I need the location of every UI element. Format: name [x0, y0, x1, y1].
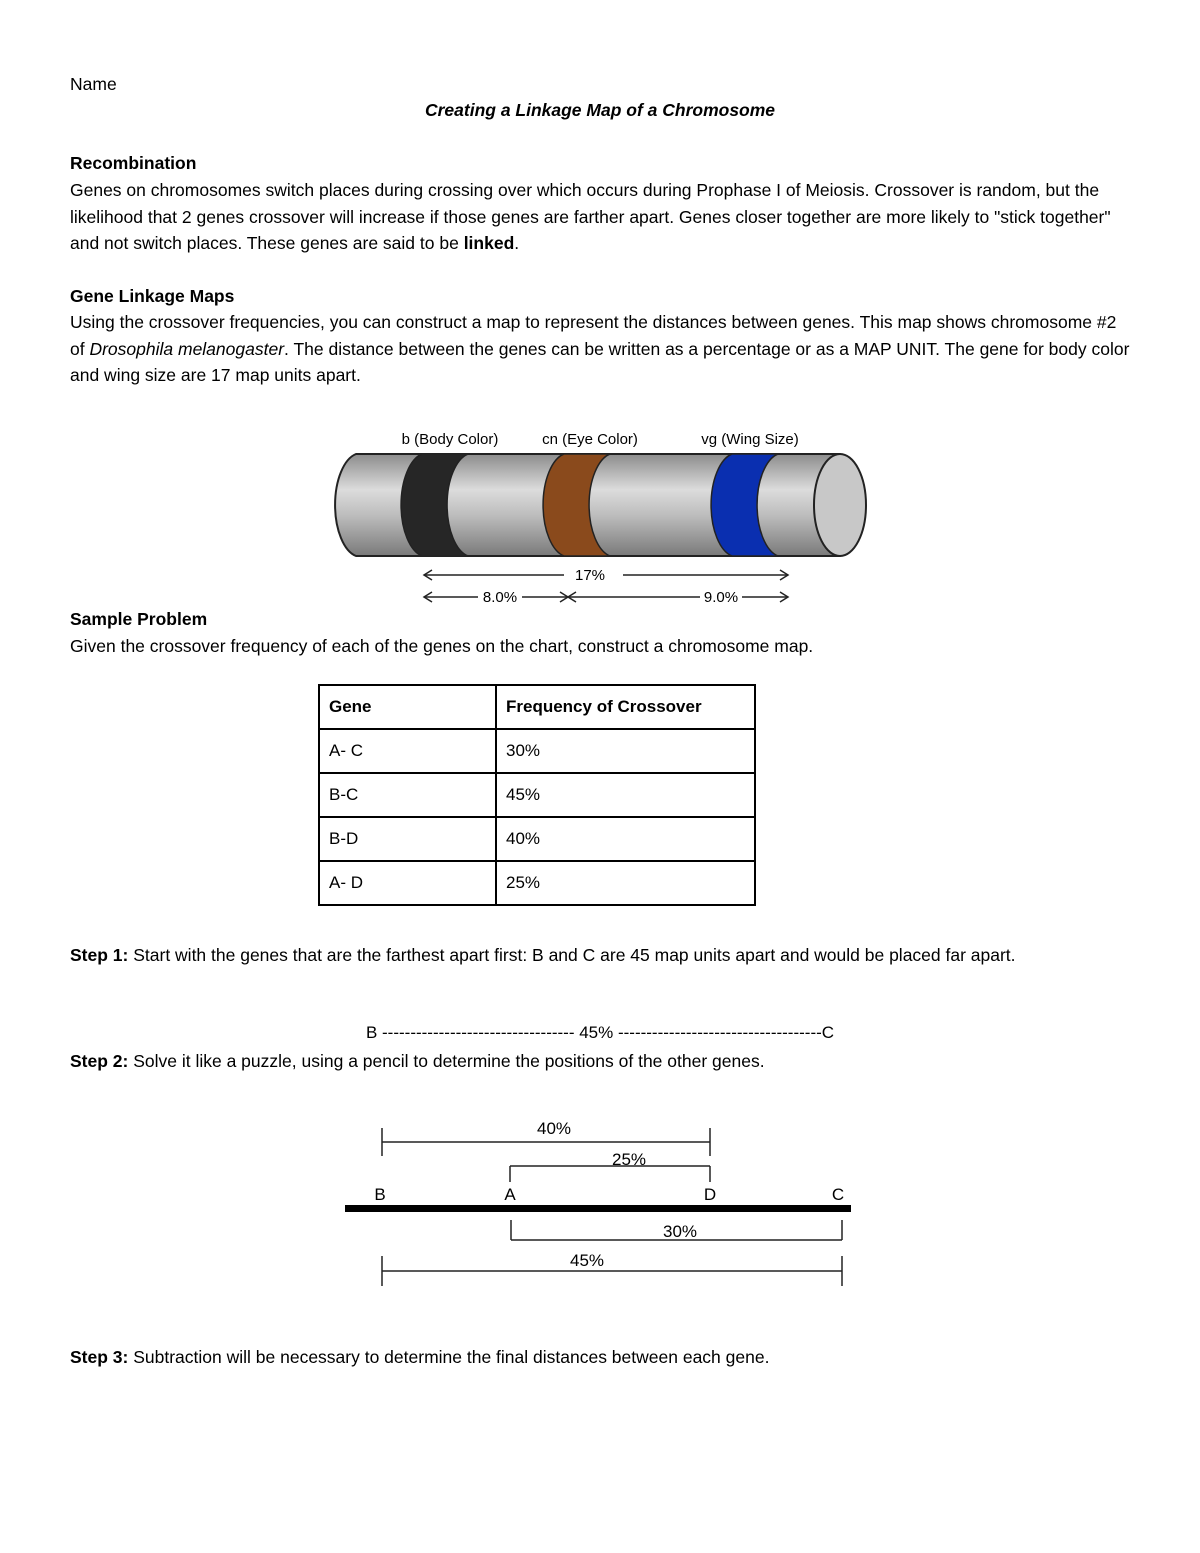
distance-17-label: 17% [574, 567, 606, 584]
table-cell-frequency: 45% [496, 773, 755, 817]
table-cell-gene: B-D [319, 817, 496, 861]
chromosome-end-cap [814, 454, 866, 556]
distance-9-label: 9.0% [703, 589, 739, 606]
table-cell-gene: A- C [319, 729, 496, 773]
linkage-maps-paragraph: Using the crossover frequencies, you can construct a map to represent the distances between genes. This map shows chromosome #2 of Drosophila melanogaster. The distance between the genes can be written as a percentage or as a MAP UNIT. The gene for body color and wing size are 17 map units apart. [70, 312, 1130, 385]
table-cell-frequency: 40% [496, 817, 755, 861]
name-label: Name [70, 74, 117, 94]
distance-8-label: 8.0% [482, 589, 518, 606]
table-row [319, 729, 755, 773]
crossover-frequency-table [318, 684, 756, 906]
bc-distance-line: B ---------------------------------- 45% ------------------------------------C [365, 1023, 835, 1042]
distance-30-label: 30% [662, 1222, 698, 1241]
table-header-gene: Gene [319, 685, 496, 729]
table-row [319, 817, 755, 861]
step-2-text: Solve it like a puzzle, using a pencil to determine the positions of the other genes. [128, 1051, 765, 1071]
gene-letter-b: B [374, 1185, 386, 1204]
table-cell-frequency: 25% [496, 861, 755, 905]
gene-label-body-color: b (Body Color) [401, 431, 499, 448]
distance-40-label: 40% [536, 1119, 572, 1138]
step-3-text: Subtraction will be necessary to determine the final distances between each gene. [128, 1347, 770, 1367]
page-title: Creating a Linkage Map of a Chromosome [424, 100, 776, 120]
table-cell-frequency: 30% [496, 729, 755, 773]
gene-label-eye-color: cn (Eye Color) [542, 431, 638, 448]
step-2-label: Step 2: [70, 1051, 129, 1071]
distance-25-label: 25% [611, 1150, 647, 1169]
chromosome-figure [320, 422, 880, 612]
table-cell-gene: A- D [319, 861, 496, 905]
table-header-frequency: Frequency of Crossover [496, 685, 755, 729]
linkage-maps-heading: Gene Linkage Maps [70, 286, 235, 306]
step-3 [70, 1344, 1130, 1371]
table-header-row [319, 685, 755, 729]
gene-map-figure [340, 1110, 860, 1290]
recombination-heading: Recombination [70, 153, 197, 173]
species-name: Drosophila melanogaster [89, 338, 285, 359]
table-cell-gene: B-C [319, 773, 496, 817]
step-1 [70, 942, 1130, 969]
step-2 [70, 1048, 1130, 1075]
table-row [319, 861, 755, 905]
step-3-label: Step 3: [70, 1347, 129, 1367]
step-1-label: Step 1: [70, 945, 129, 965]
sample-problem-heading: Sample Problem [70, 609, 208, 629]
table-row [319, 773, 755, 817]
gene-letter-d: D [703, 1185, 717, 1204]
distance-45-label: 45% [569, 1251, 605, 1270]
gene-label-wing-size: vg (Wing Size) [701, 431, 799, 448]
step-1-text: Start with the genes that are the farthest apart first: B and C are 45 map units apart and would be placed far apart. [128, 945, 1016, 965]
gene-letter-a: A [504, 1185, 516, 1204]
sample-problem-text: Given the crossover frequency of each of the genes on the chart, construct a chromosome map. [70, 636, 814, 656]
chromosome-bar [345, 1205, 851, 1212]
gene-letter-c: C [831, 1185, 845, 1204]
recombination-paragraph: Genes on chromosomes switch places during crossing over which occurs during Prophase I of Meiosis. Crossover is random, but the likelihood that 2 genes crossover will increase if those genes are farther apart. Genes closer together are more likely to "stick together" and not switch places. These genes are said to be linked. [70, 180, 1111, 253]
linked-term: linked [463, 233, 515, 253]
